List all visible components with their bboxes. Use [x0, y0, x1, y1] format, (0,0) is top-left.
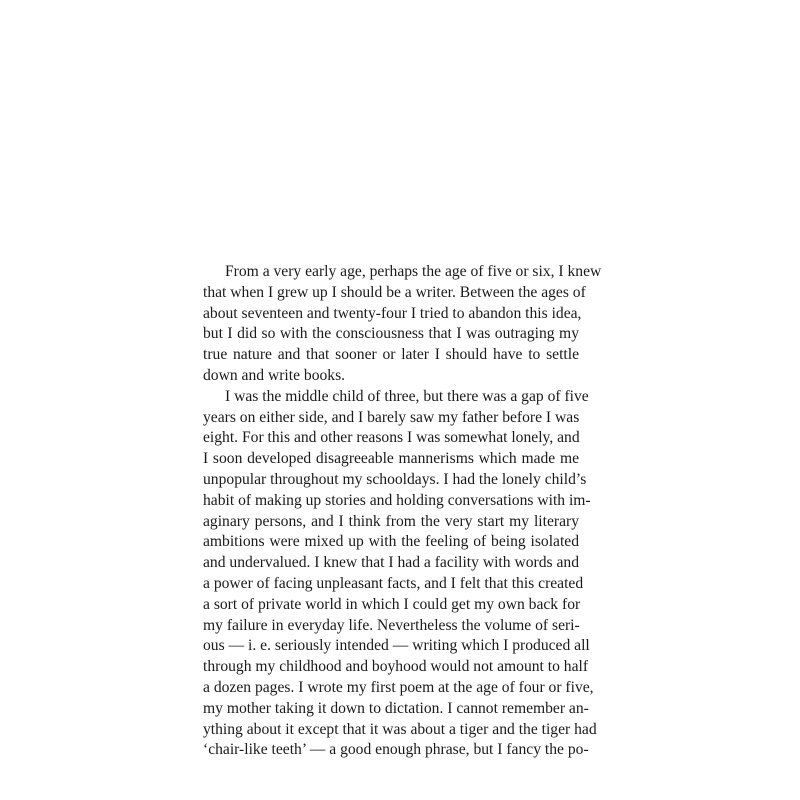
text-line: years on either side, and I barely saw my father before I was: [203, 408, 580, 426]
text-line: habit of making up stories and holding conversations with im-: [203, 491, 591, 509]
text-line: through my childhood and boyhood would not amount to half: [203, 658, 589, 676]
text-line: I was the middle child of three, but there was a gap of five: [225, 387, 589, 405]
text-line: that when I grew up I should be a writer. Between the ages of: [203, 283, 586, 301]
body-text: [203, 262, 602, 761]
text-line: my mother taking it down to dictation. I cannot remember an-: [203, 699, 589, 717]
text-line: eight. For this and other reasons I was somewhat lonely, and: [203, 429, 580, 447]
text-line: ything about it except that it was about a tiger and the tiger had: [203, 720, 597, 738]
text-line: aginary persons, and I think from the very start my literary: [203, 512, 579, 530]
text-line: ambitions were mixed up with the feeling of being isolated: [203, 533, 579, 551]
text-line: ‘chair-like teeth’ — a good enough phrase, but I fancy the po-: [203, 741, 589, 759]
paragraph-1: [203, 262, 602, 387]
text-line: a sort of private world in which I could get my own back for: [203, 595, 581, 613]
text-line: and undervalued. I knew that I had a facility with words and: [203, 554, 579, 572]
text-line: down and write books.: [203, 366, 346, 384]
text-line: From a very early age, perhaps the age of five or six, I knew: [225, 263, 602, 280]
text-line: about seventeen and twenty-four I tried to abandon this idea,: [203, 304, 582, 322]
text-line: a dozen pages. I wrote my first poem at the age of four or five,: [203, 678, 594, 696]
text-line: a power of facing unpleasant facts, and I felt that this created: [203, 574, 584, 592]
text-line: unpopular throughout my schooldays. I had the lonely child’s: [203, 470, 587, 488]
text-line: I soon developed disagreeable mannerisms which made me: [203, 450, 579, 468]
text-line: but I did so with the consciousness that I was outraging my: [203, 325, 579, 343]
paragraph-2: [203, 387, 597, 761]
text-line: true nature and that sooner or later I should have to settle: [203, 346, 579, 364]
text-line: my failure in everyday life. Nevertheless the volume of seri-: [203, 616, 580, 634]
text-line: ous — i. e. seriously intended — writing which I produced all: [203, 637, 590, 655]
